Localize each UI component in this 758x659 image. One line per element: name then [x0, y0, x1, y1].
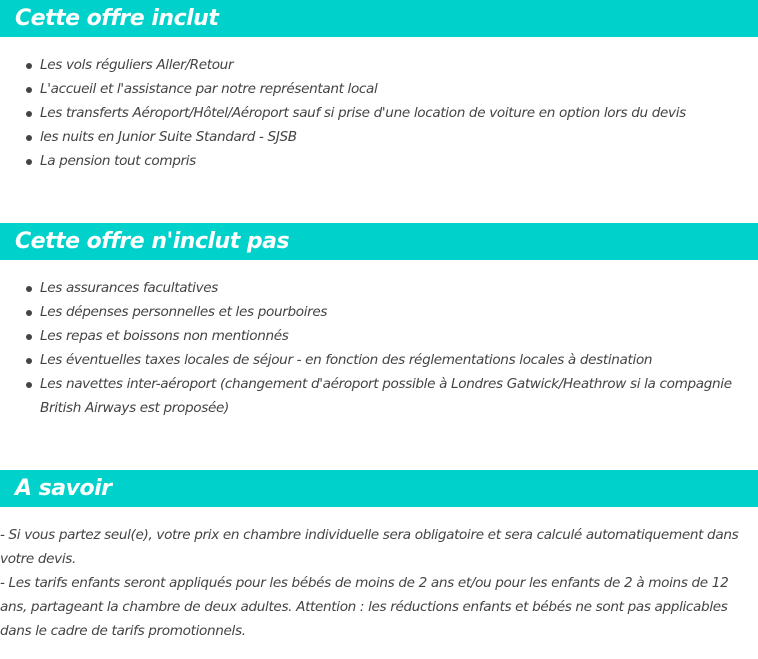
- note-paragraph: - Si vous partez seul(e), votre prix en chambre individuelle sera obligatoire et sera calculé automatiquement dans votre devis.: [0, 527, 739, 567]
- note-paragraph: - Les tarifs enfants seront appliqués pour les bébés de moins de 2 ans et/ou pour les enfants de 2 à moins de 12 ans, partageant la chambre de deux adultes. Attention : les réductions enfants et bébés ne sont pas applicables dans le cadre de tarifs promotionnels.: [0, 575, 729, 639]
- list-item: Les navettes inter-aéroport (changement d'aéroport possible à Londres Gatwick/Heathrow si la compagnie British Airways est proposée): [0, 372, 740, 420]
- list-item: L'accueil et l'assistance par notre représentant local: [0, 77, 740, 101]
- list-item: La pension tout compris: [0, 149, 740, 173]
- list-item: Les transferts Aéroport/Hôtel/Aéroport sauf si prise d'une location de voiture en option lors du devis: [0, 101, 740, 125]
- section-title-included: Cette offre inclut: [0, 0, 758, 37]
- list-item: Les éventuelles taxes locales de séjour - en fonction des réglementations locales à destination: [0, 348, 740, 372]
- included-list: [0, 53, 740, 173]
- section-title-not-included: Cette offre n'inclut pas: [0, 223, 758, 260]
- good-to-know-text: [0, 523, 752, 643]
- list-item: les nuits en Junior Suite Standard - SJSB: [0, 125, 740, 149]
- list-item: Les dépenses personnelles et les pourboires: [0, 300, 740, 324]
- list-item: Les repas et boissons non mentionnés: [0, 324, 740, 348]
- section-title-good-to-know: A savoir: [0, 470, 758, 507]
- list-item: Les vols réguliers Aller/Retour: [0, 53, 740, 77]
- not-included-list: [0, 276, 740, 420]
- list-item: Les assurances facultatives: [0, 276, 740, 300]
